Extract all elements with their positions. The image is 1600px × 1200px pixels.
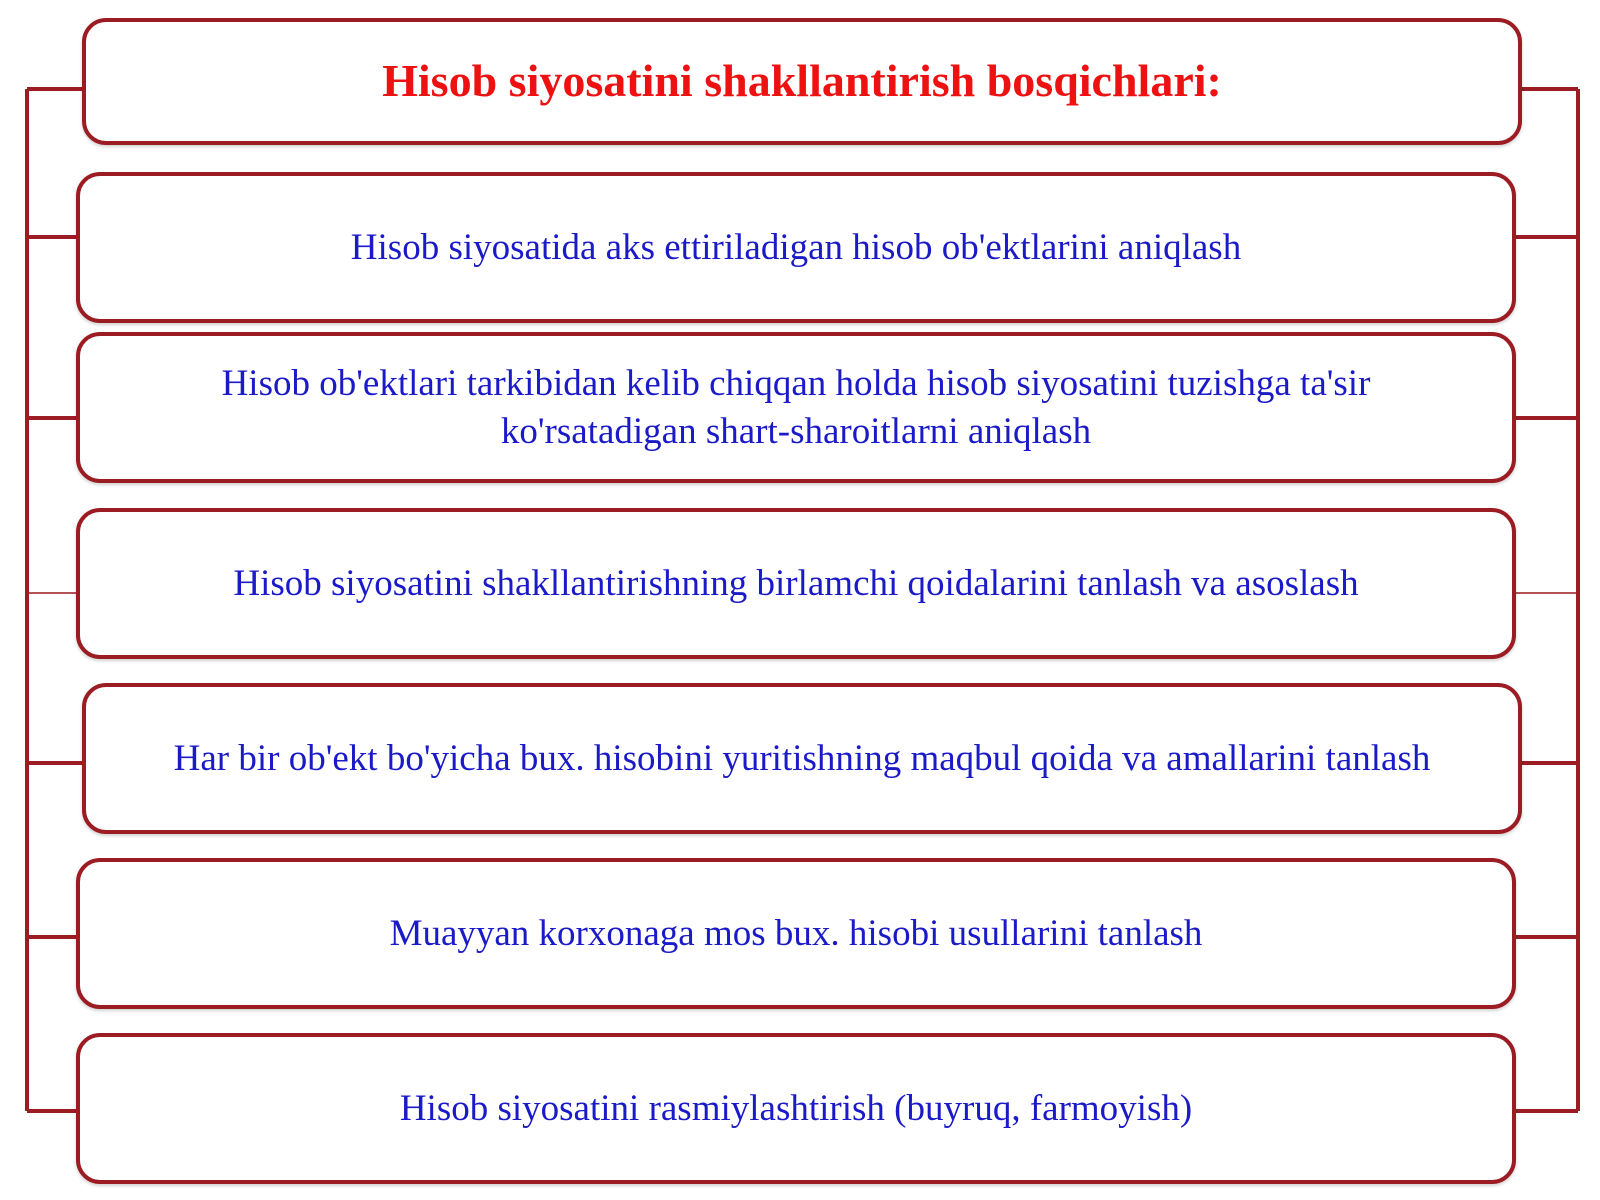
step-box-1 [76, 172, 1516, 323]
step-text-3: Hisob siyosatini shakllantirishning birlamchi qoidalarini tanlash va asoslash [233, 562, 1359, 604]
step-text-5: Muayyan korxonaga mos bux. hisobi usullarini tanlash [389, 912, 1203, 954]
step-box-4 [82, 683, 1522, 834]
step-text-6: Hisob siyosatini rasmiylashtirish (buyruq, farmoyish) [399, 1087, 1193, 1129]
step-box-3 [76, 508, 1516, 659]
diagram-title: Hisob siyosatini shakllantirish bosqichlari: [382, 55, 1222, 107]
step-box-5 [76, 858, 1516, 1009]
step-text-1: Hisob siyosatida aks ettiriladigan hisob ob'ektlarini aniqlash [350, 226, 1242, 268]
step-box-6 [76, 1033, 1516, 1184]
step-text-4: Har bir ob'ekt bo'yicha bux. hisobini yuritishning maqbul qoida va amallarini tanlash [173, 737, 1431, 779]
title-box [82, 18, 1522, 145]
step-box-2 [76, 332, 1516, 483]
step-text-2: Hisob ob'ektlari tarkibidan kelib chiqqan holda hisob siyosatini tuzishga ta'sir ko'rsatadigan shart-sharoitlarni aniqlash [221, 362, 1371, 452]
